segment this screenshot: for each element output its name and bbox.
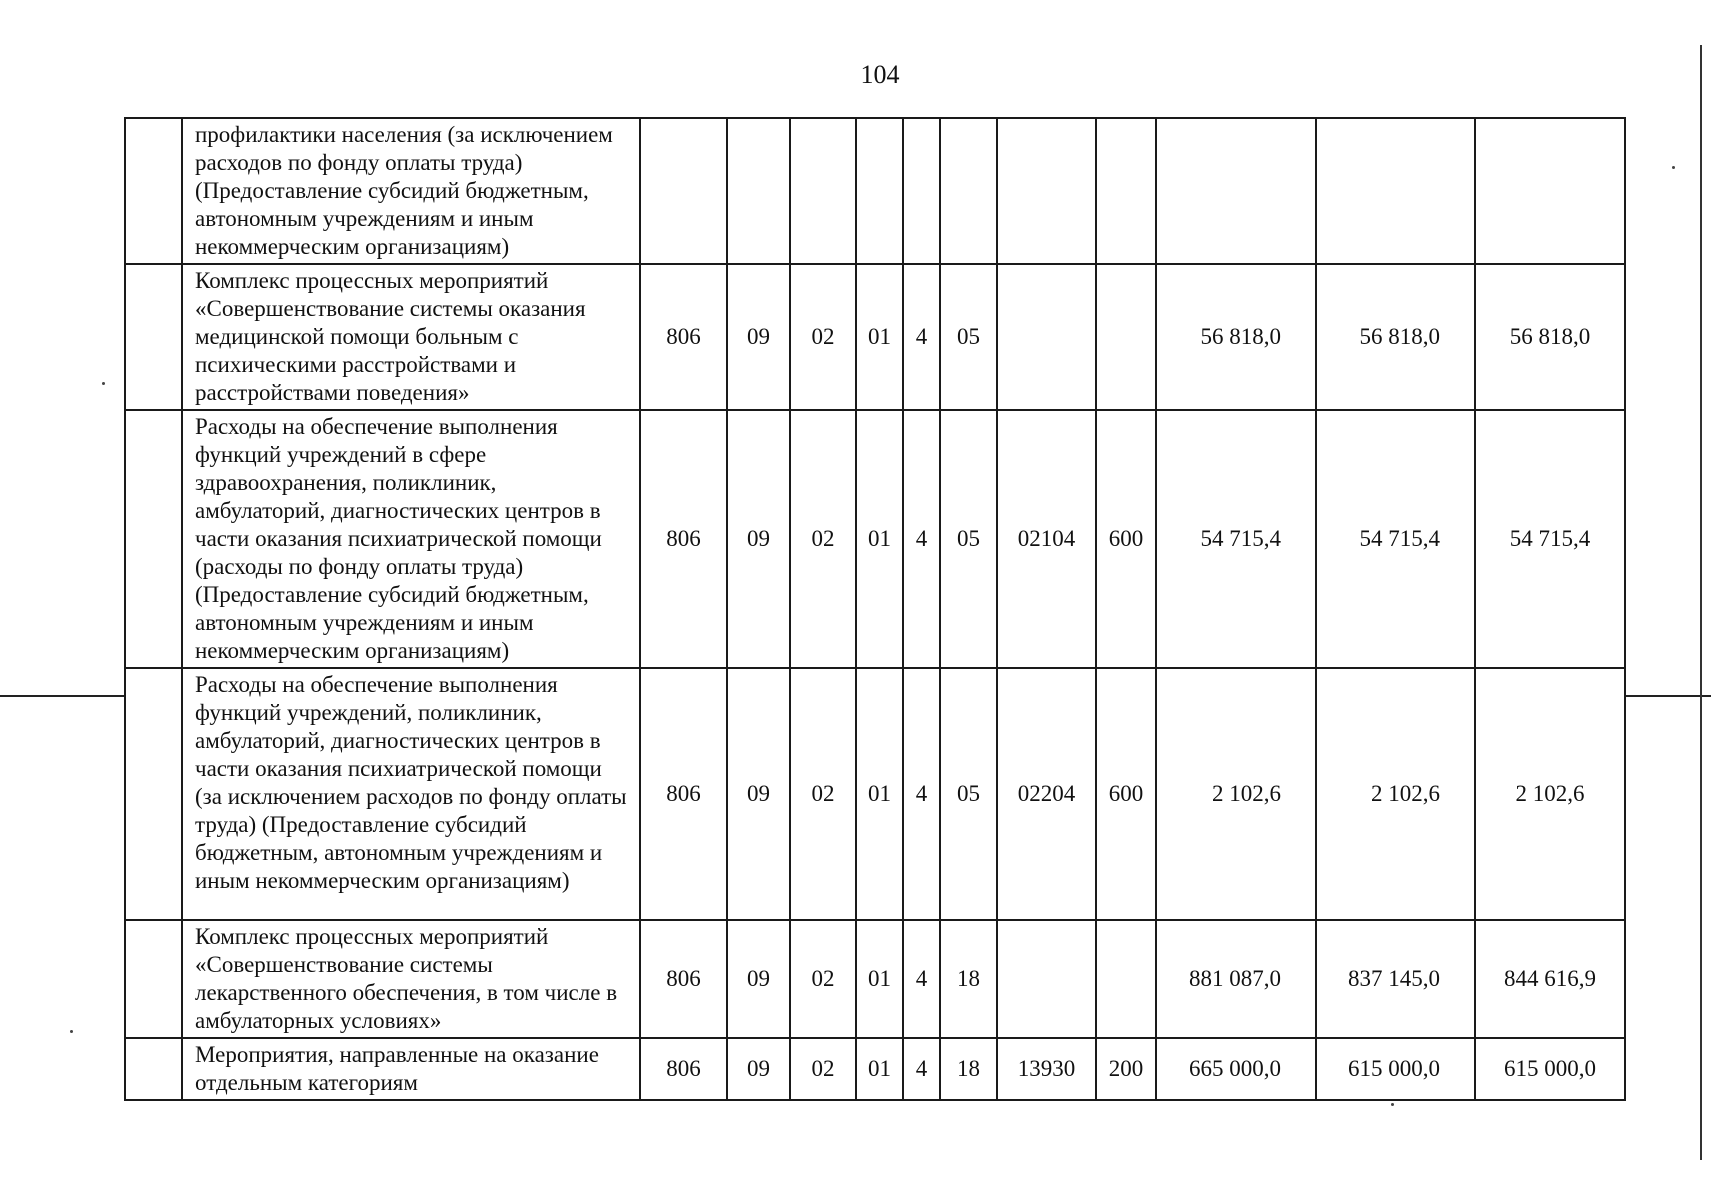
cell-program [856,118,903,264]
cell-expense-type: 600 [1096,410,1156,668]
cell-sum-year3 [1475,118,1625,264]
cell-complex: 05 [940,410,997,668]
cell-razdel: 09 [727,920,790,1038]
page-number: 104 [860,60,900,89]
cell-subprogram: 4 [903,410,940,668]
cell-subprogram [903,118,940,264]
scan-speck [102,382,105,385]
cell-complex: 18 [940,1038,997,1100]
cell-sum-year1 [1156,118,1316,264]
cell-direction: 13930 [997,1038,1096,1100]
row-name: Комплекс процессных мероприятий «Совершенствование системы оказания медицинской помощи больным с психическими расстройствами и расстройствами поведения» [182,264,640,410]
table-row [125,410,1625,668]
row-name: профилактики населения (за исключением расходов по фонду оплаты труда) (Предоставление субсидий бюджетным, автономным учреждениям и иным некоммерческим организациям) [182,118,640,264]
cell-podrazdel: 02 [790,920,856,1038]
cell-program: 01 [856,410,903,668]
cell-sum-year2: 615 000,0 [1316,1038,1475,1100]
cell-direction [997,118,1096,264]
cell-subprogram: 4 [903,920,940,1038]
cell-expense-type: 600 [1096,668,1156,920]
table-row [125,264,1625,410]
cell-sum-year2: 54 715,4 [1316,410,1475,668]
cell-podrazdel: 02 [790,264,856,410]
scan-speck [1672,166,1675,169]
cell-program: 01 [856,920,903,1038]
cell-complex [940,118,997,264]
cell-sum-year2 [1316,118,1475,264]
cell-sum-year3: 615 000,0 [1475,1038,1625,1100]
cell-grbs: 806 [640,668,727,920]
cell-sum-year3: 844 616,9 [1475,920,1625,1038]
cell-expense-type: 200 [1096,1038,1156,1100]
cell-subprogram: 4 [903,1038,940,1100]
row-name: Расходы на обеспечение выполнения функций учреждений, поликлиник, амбулаторий, диагностических центров в части оказания психиатрической помощи (за исключением расходов по фонду оплаты труда) (Предоставление субсидий бюджетным, автономным учреждениям и иным некоммерческим организациям) [182,668,640,920]
margin-rule [1700,45,1702,1160]
cell-podrazdel: 02 [790,668,856,920]
cell-razdel: 09 [727,410,790,668]
cell-program: 01 [856,264,903,410]
cell-direction [997,920,1096,1038]
row-index-cell [125,410,182,668]
cell-subprogram: 4 [903,668,940,920]
budget-table [124,117,1626,1101]
cell-sum-year1: 881 087,0 [1156,920,1316,1038]
row-name: Расходы на обеспечение выполнения функций учреждений в сфере здравоохранения, поликлиник, амбулаторий, диагностических центров в части оказания психиатрической помощи (расходы по фонду оплаты труда) (Предоставление субсидий бюджетным, автономным учреждениям и иным некоммерческим организациям) [182,410,640,668]
row-name: Мероприятия, направленные на оказание отдельным категориям [182,1038,640,1100]
cell-razdel: 09 [727,668,790,920]
cell-sum-year1: 56 818,0 [1156,264,1316,410]
row-index-cell [125,920,182,1038]
cell-sum-year2: 56 818,0 [1316,264,1475,410]
cell-direction [997,264,1096,410]
cell-sum-year2: 2 102,6 [1316,668,1475,920]
cell-grbs: 806 [640,920,727,1038]
cell-direction: 02204 [997,668,1096,920]
table-row [125,920,1625,1038]
scan-line-left [0,695,124,697]
row-name: Комплекс процессных мероприятий «Совершенствование системы лекарственного обеспечения, в том числе в амбулаторных условиях» [182,920,640,1038]
cell-subprogram: 4 [903,264,940,410]
cell-razdel: 09 [727,264,790,410]
scan-speck [70,1030,73,1033]
cell-sum-year3: 56 818,0 [1475,264,1625,410]
cell-podrazdel: 02 [790,410,856,668]
scan-line-right [1624,695,1711,697]
cell-podrazdel [790,118,856,264]
cell-grbs [640,118,727,264]
table-row [125,1038,1625,1100]
cell-expense-type [1096,264,1156,410]
cell-sum-year1: 665 000,0 [1156,1038,1316,1100]
row-index-cell [125,1038,182,1100]
cell-sum-year3: 2 102,6 [1475,668,1625,920]
cell-complex: 05 [940,668,997,920]
table-row [125,668,1625,920]
cell-podrazdel: 02 [790,1038,856,1100]
row-index-cell [125,264,182,410]
cell-complex: 18 [940,920,997,1038]
cell-grbs: 806 [640,1038,727,1100]
cell-expense-type [1096,118,1156,264]
cell-expense-type [1096,920,1156,1038]
table-row [125,118,1625,264]
cell-sum-year1: 54 715,4 [1156,410,1316,668]
cell-complex: 05 [940,264,997,410]
cell-sum-year2: 837 145,0 [1316,920,1475,1038]
cell-direction: 02104 [997,410,1096,668]
cell-program: 01 [856,668,903,920]
cell-grbs: 806 [640,264,727,410]
cell-grbs: 806 [640,410,727,668]
row-index-cell [125,668,182,920]
cell-razdel: 09 [727,1038,790,1100]
cell-sum-year3: 54 715,4 [1475,410,1625,668]
cell-sum-year1: 2 102,6 [1156,668,1316,920]
scan-speck [1391,1103,1394,1106]
row-index-cell [125,118,182,264]
cell-razdel [727,118,790,264]
cell-program: 01 [856,1038,903,1100]
